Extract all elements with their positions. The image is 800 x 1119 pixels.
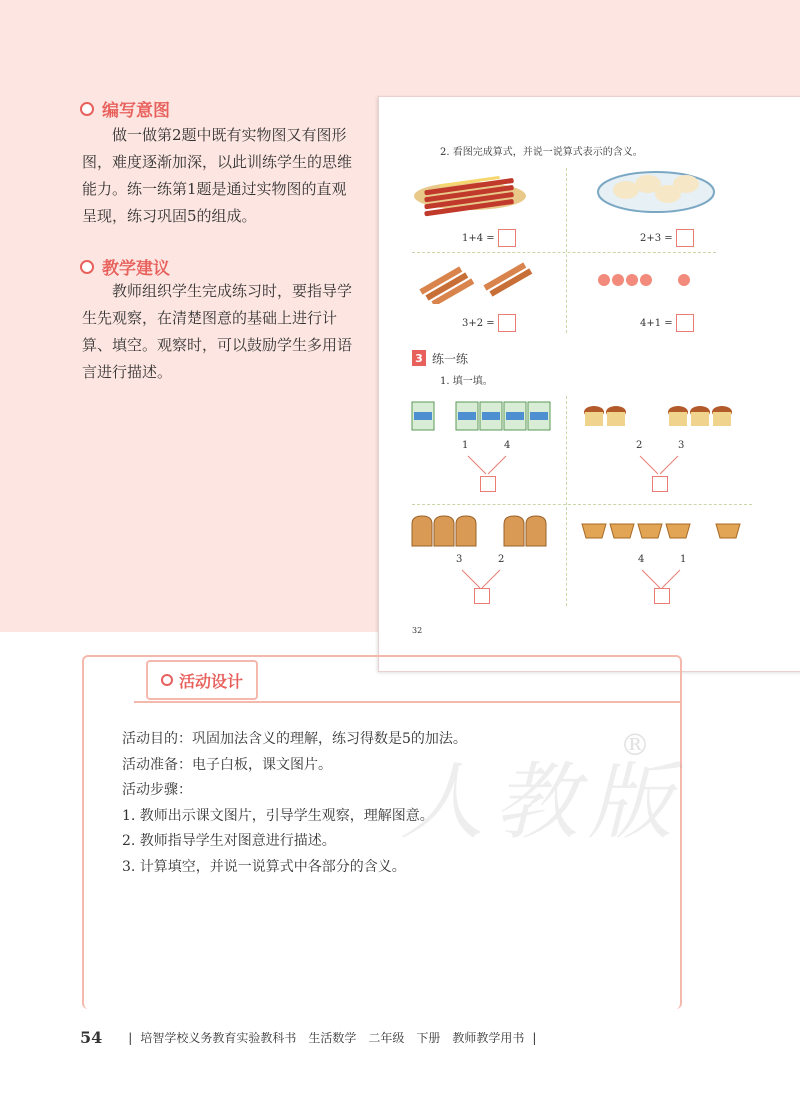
bond-4-answer-box[interactable]: [654, 588, 670, 604]
bond-1-left: 1: [462, 440, 469, 451]
answer-box[interactable]: [498, 314, 516, 332]
intent-line-1: 做一做第2题中既有实物图又有图: [112, 126, 332, 144]
answer-box[interactable]: [676, 314, 694, 332]
bond-4-left: 4: [638, 554, 645, 565]
advice-heading: [80, 254, 170, 279]
intent-line-4: 的直观呈现，练习巩固5的组成。: [82, 180, 347, 225]
activity-purpose: 活动目的：巩固加法含义的理解，练习得数是5的加法。: [122, 731, 467, 747]
page-number: 54: [80, 1028, 103, 1047]
equation-4: [640, 314, 694, 332]
activity-tab-label: 活动设计: [178, 671, 243, 691]
advice-heading-text: 教学建议: [102, 259, 170, 279]
equation-3-text: 3+2 =: [462, 317, 495, 329]
activity-step-2: 2. 教师指导学生对图意进行描述。: [122, 833, 336, 849]
series-title: 培智学校义务教育实验教科书: [140, 1031, 297, 1045]
bond-2-answer-box[interactable]: [652, 476, 668, 492]
buns-plate-picture: [596, 166, 716, 216]
advice-line-1: 教师组织学生完成练习时，要指导: [112, 282, 338, 300]
fill-title: 1. 填一填。: [440, 376, 493, 387]
bond-1-lines: [466, 454, 510, 476]
equation-4-text: 4+1 =: [640, 317, 673, 329]
volume: 下册: [416, 1031, 441, 1045]
bond-3-right: 2: [498, 554, 505, 565]
page-footer: [80, 1028, 544, 1047]
separator: |: [532, 1030, 537, 1045]
lianxi-number-badge: 3: [412, 350, 426, 366]
book-type: 教师教学用书: [452, 1031, 525, 1045]
divider: [566, 168, 567, 333]
bond-2-left: 2: [636, 440, 643, 451]
answer-box[interactable]: [498, 229, 516, 247]
milk-cartons-picture: [410, 398, 556, 432]
bond-2-lines: [638, 454, 682, 476]
divider: [412, 504, 752, 505]
equation-2: [640, 229, 694, 247]
intent-heading: [80, 96, 170, 121]
activity-step-1: 1. 教师出示课文图片，引导学生观察，理解图意。: [122, 808, 434, 824]
equation-3: [462, 314, 516, 332]
lianxi-title: 练一练: [432, 352, 469, 366]
divider: [412, 252, 716, 253]
activity-tab: [146, 660, 258, 700]
bars-picture: [410, 258, 540, 304]
advice-line-2: 学生先观察，在清楚图意的基础上进行: [82, 282, 353, 327]
bond-4-lines: [640, 568, 684, 590]
cupcakes-picture: [582, 402, 742, 432]
equation-1: [462, 229, 516, 247]
activity-prep: 活动准备：电子白板，课文图片。: [122, 757, 332, 773]
intent-paragraph: [82, 122, 358, 230]
circle-bullet-icon: [161, 674, 173, 686]
textbook-page-number: 32: [412, 626, 423, 635]
registered-mark: ®: [620, 728, 650, 763]
activity-steps-label: 活动步骤：: [122, 782, 192, 798]
bond-1-right: 4: [504, 440, 511, 451]
advice-line-3: 计算、填空。观察时，可以鼓励学生多: [82, 309, 338, 354]
bond-3-left: 3: [456, 554, 463, 565]
subject: 生活数学: [308, 1031, 357, 1045]
bond-4-right: 1: [680, 554, 687, 565]
bond-1-answer-box[interactable]: [480, 476, 496, 492]
grade: 二年级: [368, 1031, 405, 1045]
separator: |: [128, 1030, 133, 1045]
intent-line-2: 形图，难度逐渐加深，以此训练学生的: [82, 126, 347, 171]
bread-picture: [410, 514, 556, 548]
divider: [566, 396, 567, 606]
watermark: 人教版: [400, 753, 683, 851]
equation-1-text: 1+4 =: [462, 232, 495, 244]
advice-line-4: 用语言进行描述。: [82, 336, 353, 381]
equation-2-text: 2+3 =: [640, 232, 673, 244]
task2-instruction: 2. 看图完成算式，并说一说算式表示的含义。: [440, 147, 643, 158]
answer-box[interactable]: [676, 229, 694, 247]
bond-3-answer-box[interactable]: [474, 588, 490, 604]
bond-3-lines: [460, 568, 504, 590]
intent-heading-text: 编写意图: [102, 101, 170, 121]
dots-picture: [596, 270, 706, 290]
tarts-picture: [580, 518, 746, 542]
circle-bullet-icon: [80, 102, 94, 116]
circle-bullet-icon: [80, 260, 94, 274]
activity-step-3: 3. 计算填空，并说一说算式中各部分的含义。: [122, 859, 406, 875]
sausages-picture: [410, 168, 530, 218]
bond-2-right: 3: [678, 440, 685, 451]
intent-line-3: 思维能力。练一练第1题是通过实物图: [82, 153, 353, 198]
advice-paragraph: [82, 278, 358, 386]
